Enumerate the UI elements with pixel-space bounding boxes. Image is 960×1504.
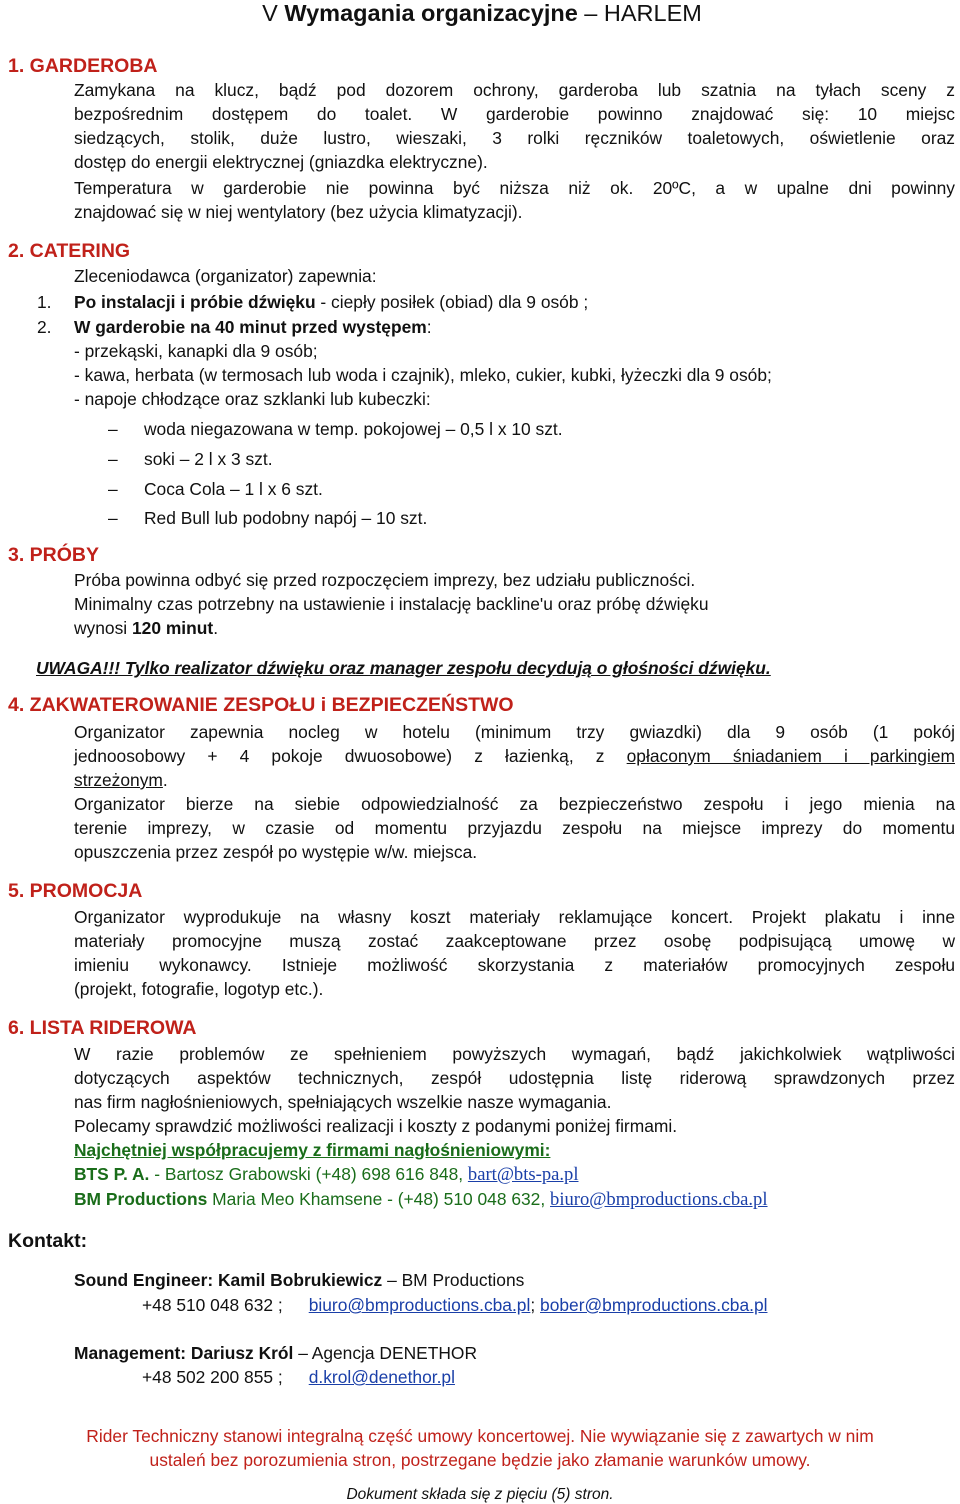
catering-sublist <box>74 339 955 411</box>
section-heading-promocja: 5. PROMOCJA <box>8 880 143 902</box>
text-line: (projekt, fotografie, logotyp etc.). <box>74 979 324 999</box>
text-line: opuszczenia przez zespół po występie w/w. miejsca. <box>74 842 478 862</box>
section-heading-catering: 2. CATERING <box>8 240 131 262</box>
dash-bullet: – <box>108 419 118 439</box>
text-line: bezpośrednim dostępem do toalet. W garderobie powinno znajdować się: 10 miejsc <box>74 104 955 124</box>
text-line: materiały promocyjne muszą zostać zaakceptowane przez osobę podpisującą umowę w <box>74 931 955 951</box>
title-prefix: V <box>262 0 285 26</box>
text-line: dostęp do energii elektrycznej (gniazdka elektryczne). <box>74 152 488 172</box>
dash-bullet: – <box>108 449 118 469</box>
email-link[interactable]: d.krol@denethor.pl <box>308 1367 455 1387</box>
contact-sound-engineer <box>74 1268 955 1292</box>
drink-item <box>108 447 273 471</box>
text-fragment: wynosi <box>74 618 132 638</box>
catering-intro: Zleceniodawca (organizator) zapewnia: <box>74 266 377 286</box>
text-line: Organizator zapewnia nocleg w hotelu (minimum trzy gwiazdki) dla 9 osób (1 pokój <box>74 722 955 742</box>
text-line: siedzących, stolik, duże lustro, wieszaki, 3 rolki ręczników toaletowych, oświetlenie oraz <box>74 128 955 148</box>
section-body-promocja <box>74 905 955 1001</box>
email-link[interactable]: biuro@bmproductions.cba.pl <box>550 1189 768 1210</box>
drink-item <box>108 477 323 501</box>
contact-heading: Kontakt: <box>8 1230 88 1252</box>
company-contact: - Bartosz Grabowski (+48) 698 616 848, <box>149 1164 468 1184</box>
section-heading-garderoba: 1. GARDEROBA <box>8 55 158 77</box>
document-page-count-note: Dokument składa się z pięciu (5) stron. <box>346 1486 614 1503</box>
preferred-companies-heading: Najchętniej współpracujemy z firmami nagłośnieniowymi: <box>74 1140 551 1160</box>
list-item: - napoje chłodzące oraz szklanki lub kubeczki: <box>74 389 431 409</box>
text-line: Zamykana na klucz, bądź pod dozorem ochrony, garderoba lub szatnia na tyłach sceny z <box>74 80 955 100</box>
underlined-text: strzeżonym <box>74 770 163 790</box>
text-line: terenie imprezy, w czasie od momentu przyjazdu zespołu na miejsce imprezy do momentu <box>74 818 955 838</box>
item-text: : <box>426 317 432 337</box>
warning-label: UWAGA! <box>36 658 109 678</box>
contact-company: – Agencja DENETHOR <box>293 1343 477 1363</box>
catering-item-1 <box>74 290 955 314</box>
text-line: Organizator wyprodukuje na własny koszt materiały reklamujące koncert. Projekt plakatu i inne <box>74 907 955 927</box>
company-name: BM Productions <box>74 1189 208 1209</box>
separator: ; <box>530 1295 536 1315</box>
text-line: imieniu wykonawcy. Istnieje możliwość skorzystania z materiałów promocyjnych zespołu <box>74 955 955 975</box>
email-link[interactable]: bart@bts-pa.pl <box>467 1164 579 1185</box>
dash-bullet: – <box>108 508 118 528</box>
text-line: Próba powinna odbyć się przed rozpoczęciem imprezy, bez udziału publiczności. <box>74 570 696 590</box>
list-number: 1. <box>37 292 52 312</box>
page-title <box>0 0 960 26</box>
company-bts <box>74 1162 955 1187</box>
item-text: - ciepły posiłek (obiad) dla 9 osób ; <box>315 292 589 312</box>
catering-item-2 <box>74 315 955 339</box>
text-line: Temperatura w garderobie nie powinna być niższa niż ok. 20ºC, a w upalne dni powinny <box>74 178 955 198</box>
text-line: Minimalny czas potrzebny na ustawienie i instalację backline'u oraz próbę dźwięku <box>74 594 709 614</box>
list-number: 2. <box>37 317 52 337</box>
drink-text: Red Bull lub podobny napój – 10 szt. <box>144 508 428 528</box>
text-fragment: . <box>162 770 168 790</box>
contact-name: Sound Engineer: Kamil Bobrukiewicz <box>74 1270 383 1290</box>
text-line: W razie problemów ze spełnieniem powyższych wymagań, bądź jakichkolwiek wątpliwości <box>74 1044 955 1064</box>
section-body-zakwaterowanie <box>74 720 955 864</box>
contact-name: Management: Dariusz Król <box>74 1343 294 1363</box>
title-suffix: – HARLEM <box>577 0 702 26</box>
item-bold-text: W garderobie na 40 minut przed występem <box>74 317 427 337</box>
rehearsal-time: 120 minut <box>132 618 214 638</box>
company-bm-productions <box>74 1187 955 1212</box>
footer-notice-line: ustaleń bez porozumienia stron, postrzegane będzie jako złamanie warunków umowy. <box>149 1450 811 1470</box>
list-item: - kawa, herbata (w termosach lub woda i czajnik), mleko, cukier, kubki, łyżeczki dla 9 osób; <box>74 365 772 385</box>
phone-number: +48 502 200 855 ; <box>142 1367 283 1387</box>
drink-text: woda niegazowana w temp. pokojowej – 0,5 l x 10 szt. <box>144 419 563 439</box>
email-link[interactable]: biuro@bmproductions.cba.pl <box>308 1295 531 1315</box>
list-item: - przekąski, kanapki dla 9 osób; <box>74 341 318 361</box>
footer-notice-line: Rider Techniczny stanowi integralną część umowy koncertowej. Nie wywiązanie się z zawartych w nim <box>86 1426 874 1446</box>
drink-item <box>108 506 427 530</box>
contact-sound-engineer-details <box>142 1293 767 1317</box>
drink-item <box>108 417 563 441</box>
drink-text: Coca Cola – 1 l x 6 szt. <box>144 479 323 499</box>
text-line: Polecamy sprawdzić możliwości realizacji i koszty z podanymi poniżej firmami. <box>74 1116 678 1136</box>
text-fragment: . <box>213 618 219 638</box>
email-link[interactable]: bober@bmproductions.cba.pl <box>540 1295 768 1315</box>
section-body-garderoba <box>74 78 955 224</box>
contact-management-details <box>142 1365 455 1389</box>
text-fragment: jednoosobowy + 4 pokoje dwuosobowe) z łazienką, z <box>74 746 627 766</box>
text-line: dotyczących aspektów technicznych, zespół udostępnia listę riderową sprawdzonych przez <box>74 1068 955 1088</box>
contact-management <box>74 1341 955 1365</box>
title-main: Wymagania organizacyjne <box>284 0 578 26</box>
warning-note <box>36 656 771 680</box>
text-line: znajdować się w niej wentylatory (bez użycia klimatyzacji). <box>74 202 523 222</box>
company-name: BTS P. A. <box>74 1164 150 1184</box>
text-line <box>74 744 955 768</box>
section-heading-proby: 3. PRÓBY <box>8 544 100 566</box>
section-heading-lista-riderowa: 6. LISTA RIDEROWA <box>8 1017 197 1039</box>
contact-company: – BM Productions <box>382 1270 525 1290</box>
section-body-proby <box>74 568 955 640</box>
section-heading-zakwaterowanie: 4. ZAKWATEROWANIE ZESPOŁU i BEZPIECZEŃSTWO <box>8 694 514 716</box>
company-contact: Maria Meo Khamsene - (+48) 510 048 632, <box>207 1189 551 1209</box>
text-line <box>74 768 955 792</box>
underlined-text: opłaconym śniadaniem i parkingiem <box>626 746 955 766</box>
dash-bullet: – <box>108 479 118 499</box>
text-line: nas firm nagłośnieniowych, spełniających wszelkie nasze wymagania. <box>74 1092 612 1112</box>
text-line <box>74 616 955 640</box>
phone-number: +48 510 048 632 ; <box>142 1295 283 1315</box>
text-line: Organizator bierze na siebie odpowiedzialność za bezpieczeństwo zespołu i jego mienia na <box>74 794 955 814</box>
section-body-lista-riderowa <box>74 1042 955 1212</box>
warning-text: !! Tylko realizator dźwięku oraz manager zespołu decydują o głośności dźwięku. <box>108 658 771 678</box>
drink-text: soki – 2 l x 3 szt. <box>144 449 273 469</box>
item-bold-text: Po instalacji i próbie dźwięku <box>74 292 316 312</box>
